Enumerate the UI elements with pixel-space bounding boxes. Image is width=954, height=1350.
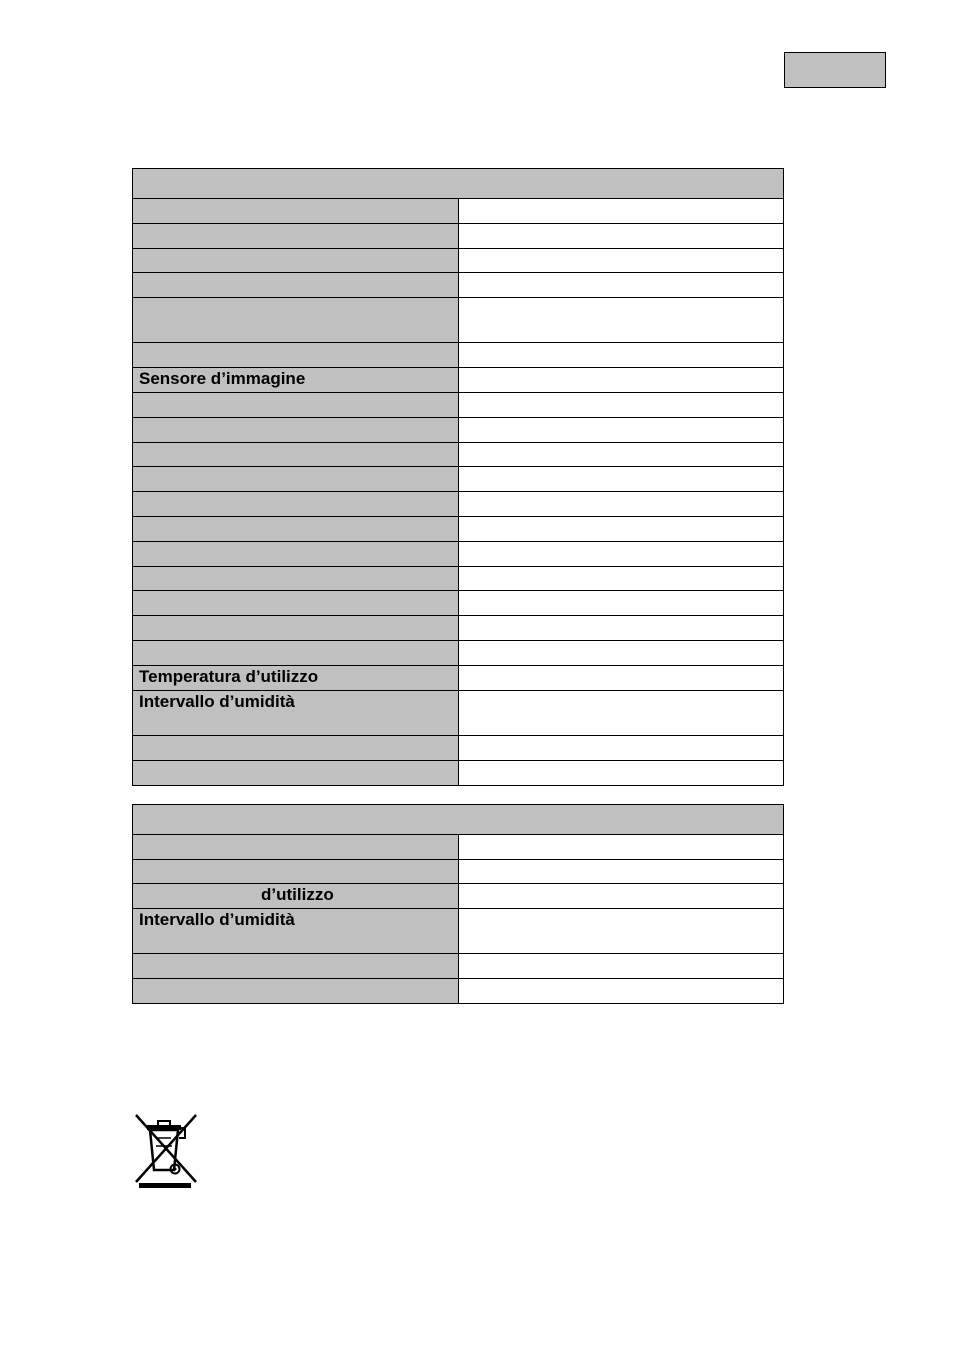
row-value	[458, 835, 784, 860]
row-value	[458, 393, 784, 418]
row-label-operating: d’utilizzo	[133, 884, 459, 909]
row-label	[133, 761, 459, 786]
row-label	[133, 492, 459, 517]
row-value	[458, 736, 784, 761]
row-label	[133, 835, 459, 860]
row-label	[133, 443, 459, 467]
row-value	[458, 273, 784, 298]
crossed-out-wheelie-bin-icon	[133, 1112, 199, 1190]
row-value	[458, 954, 784, 979]
row-value	[458, 666, 784, 691]
row-label	[133, 591, 459, 616]
row-label-image-sensor: Sensore d’immagine	[133, 368, 459, 393]
row-label	[133, 641, 459, 666]
row-label	[133, 249, 459, 273]
row-label	[133, 954, 459, 979]
row-label	[133, 860, 459, 884]
row-value	[458, 567, 784, 591]
table-header	[133, 169, 784, 199]
row-label-humidity-range: Intervallo d’umidità	[133, 691, 459, 736]
row-value	[458, 492, 784, 517]
row-value	[458, 909, 784, 954]
row-value	[458, 224, 784, 249]
row-value	[458, 884, 784, 909]
row-label	[133, 517, 459, 542]
row-label	[133, 273, 459, 298]
row-label	[133, 393, 459, 418]
row-value	[458, 591, 784, 616]
row-label	[133, 418, 459, 443]
row-value	[458, 641, 784, 666]
row-label	[133, 542, 459, 567]
row-label	[133, 343, 459, 368]
technical-data-table-2	[132, 804, 784, 1004]
row-value	[458, 517, 784, 542]
row-value	[458, 616, 784, 641]
row-label	[133, 224, 459, 249]
row-value	[458, 691, 784, 736]
row-label-humidity-range: Intervallo d’umidità	[133, 909, 459, 954]
row-value	[458, 343, 784, 368]
row-label	[133, 567, 459, 591]
row-label	[133, 616, 459, 641]
row-value	[458, 368, 784, 393]
row-value	[458, 418, 784, 443]
row-value	[458, 298, 784, 343]
row-label	[133, 979, 459, 1004]
row-label	[133, 467, 459, 492]
language-tab	[784, 52, 886, 88]
technical-data-table	[132, 168, 784, 786]
row-label	[133, 199, 459, 224]
row-value	[458, 249, 784, 273]
row-value	[458, 199, 784, 224]
row-value	[458, 443, 784, 467]
row-value	[458, 860, 784, 884]
row-value	[458, 979, 784, 1004]
row-value	[458, 467, 784, 492]
row-label	[133, 736, 459, 761]
table-header	[133, 805, 784, 835]
row-label	[133, 298, 459, 343]
row-value	[458, 542, 784, 567]
row-label-operating-temperature: Temperatura d’utilizzo	[133, 666, 459, 691]
row-value	[458, 761, 784, 786]
